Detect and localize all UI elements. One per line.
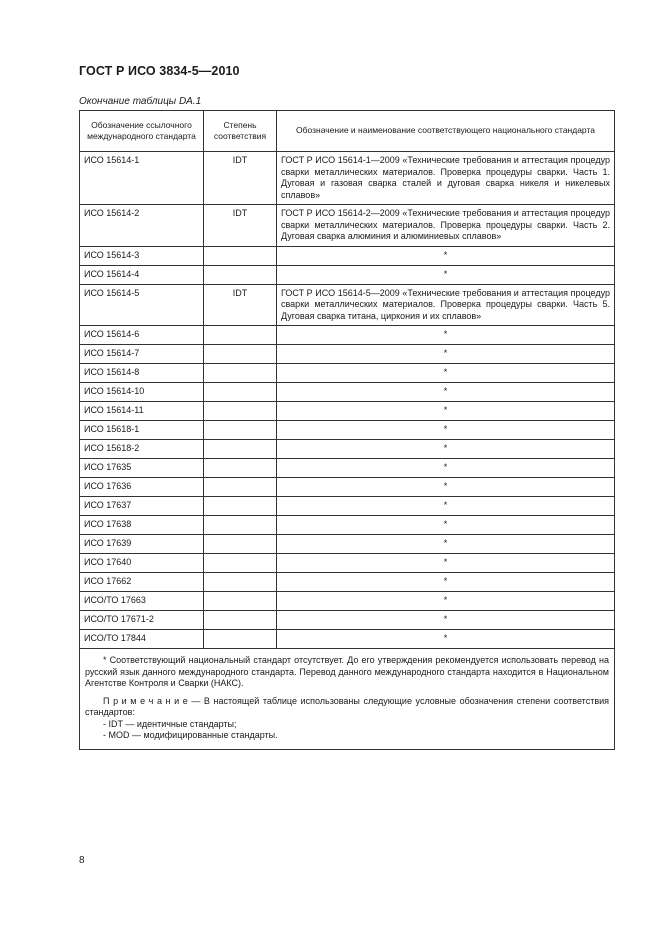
table-row — [80, 383, 615, 402]
table-row — [80, 265, 615, 284]
table-notes-row — [80, 649, 615, 750]
table-row — [80, 554, 615, 573]
degree-cell — [204, 630, 277, 649]
degree-cell — [204, 345, 277, 364]
national-standard-cell: * — [277, 345, 615, 364]
note-item-idt: - IDT — идентичные стандарты; — [103, 718, 237, 729]
table-row — [80, 345, 615, 364]
document-header: ГОСТ Р ИСО 3834-5—2010 — [79, 64, 240, 78]
table-row — [80, 459, 615, 478]
table-row — [80, 478, 615, 497]
reference-standard-cell: ИСО 17640 — [80, 554, 204, 573]
table-row — [80, 364, 615, 383]
national-standard-cell: * — [277, 440, 615, 459]
table-row — [80, 421, 615, 440]
degree-cell — [204, 326, 277, 345]
national-standard-cell: ГОСТ Р ИСО 15614-2—2009 «Технические требования и аттестация процедур сварки металлических материалов. Проверка процедуры сварки. Часть 2. Дуговая сварка алюминия и алюминиевых сплавов» — [277, 205, 615, 247]
note-intro: П р и м е ч а н и е — В настоящей таблице использованы следующие условные обозначения степени соответствия стандартов: — [85, 695, 609, 717]
national-standard-cell: ГОСТ Р ИСО 15614-1—2009 «Технические требования и аттестация процедур сварки металлических материалов. Проверка процедуры сварки. Часть 1. Дуговая и газовая сварка сталей и дуговая сварка никеля и никелевых сплавов» — [277, 152, 615, 205]
standards-table — [79, 110, 615, 750]
national-standard-cell: * — [277, 573, 615, 592]
degree-cell — [204, 535, 277, 554]
degree-cell — [204, 497, 277, 516]
footnote: * Соответствующий национальный стандарт отсутствует. До его утверждения рекомендуется использовать перевод на русский язык данного международного стандарта. Перевод данного международного стандарта находится в Национальном Агентстве Контроля и Сварки (НАКС). — [85, 655, 609, 688]
reference-standard-cell: ИСО/ТО 17663 — [80, 592, 204, 611]
degree-cell: IDT — [204, 205, 277, 247]
reference-standard-cell: ИСО 15614-5 — [80, 284, 204, 326]
national-standard-cell: * — [277, 611, 615, 630]
table-row — [80, 326, 615, 345]
degree-cell — [204, 383, 277, 402]
reference-standard-cell: ИСО 17639 — [80, 535, 204, 554]
national-standard-cell: * — [277, 497, 615, 516]
national-standard-cell: * — [277, 478, 615, 497]
degree-cell — [204, 554, 277, 573]
national-standard-cell: * — [277, 516, 615, 535]
standards-table-wrapper — [79, 110, 614, 750]
table-row — [80, 284, 615, 326]
national-standard-cell: * — [277, 246, 615, 265]
reference-standard-cell: ИСО 15614-3 — [80, 246, 204, 265]
reference-standard-cell: ИСО 15618-1 — [80, 421, 204, 440]
degree-cell — [204, 611, 277, 630]
national-standard-cell: * — [277, 459, 615, 478]
degree-cell — [204, 516, 277, 535]
table-row — [80, 535, 615, 554]
table-row — [80, 497, 615, 516]
national-standard-cell: * — [277, 383, 615, 402]
reference-standard-cell: ИСО 15614-1 — [80, 152, 204, 205]
reference-standard-cell: ИСО/ТО 17671-2 — [80, 611, 204, 630]
reference-standard-cell: ИСО 15614-7 — [80, 345, 204, 364]
degree-cell: IDT — [204, 284, 277, 326]
national-standard-cell: * — [277, 265, 615, 284]
reference-standard-cell: ИСО 17636 — [80, 478, 204, 497]
table-row — [80, 592, 615, 611]
table-row — [80, 630, 615, 649]
table-row — [80, 246, 615, 265]
table-row — [80, 573, 615, 592]
table-caption: Окончание таблицы DA.1 — [79, 96, 202, 107]
national-standard-cell: * — [277, 592, 615, 611]
degree-cell — [204, 478, 277, 497]
reference-standard-cell: ИСО 17635 — [80, 459, 204, 478]
reference-standard-cell: ИСО/ТО 17844 — [80, 630, 204, 649]
degree-cell — [204, 421, 277, 440]
reference-standard-cell: ИСО 15614-10 — [80, 383, 204, 402]
national-standard-cell: ГОСТ Р ИСО 15614-5—2009 «Технические требования и аттестация процедур сварки металлических материалов. Проверка процедуры сварки. Часть 5. Дуговая сварка титана, циркония и их сплавов» — [277, 284, 615, 326]
degree-cell — [204, 592, 277, 611]
table-row — [80, 440, 615, 459]
degree-cell — [204, 459, 277, 478]
reference-standard-cell: ИСО 15614-6 — [80, 326, 204, 345]
national-standard-cell: * — [277, 554, 615, 573]
reference-standard-cell: ИСО 15614-2 — [80, 205, 204, 247]
table-row — [80, 402, 615, 421]
column-header-reference: Обозначение ссылочного международного стандарта — [80, 111, 204, 152]
table-row — [80, 516, 615, 535]
note-item-mod: - MOD — модифицированные стандарты. — [103, 730, 278, 740]
national-standard-cell: * — [277, 364, 615, 383]
reference-standard-cell: ИСО 15618-2 — [80, 440, 204, 459]
degree-cell — [204, 246, 277, 265]
degree-cell — [204, 265, 277, 284]
page-number: 8 — [79, 855, 85, 866]
reference-standard-cell: ИСО 17637 — [80, 497, 204, 516]
column-header-degree: Степень соответствия — [204, 111, 277, 152]
national-standard-cell: * — [277, 535, 615, 554]
national-standard-cell: * — [277, 421, 615, 440]
degree-cell — [204, 440, 277, 459]
table-row — [80, 152, 615, 205]
degree-cell: IDT — [204, 152, 277, 205]
reference-standard-cell: ИСО 15614-11 — [80, 402, 204, 421]
degree-cell — [204, 364, 277, 383]
table-body — [80, 152, 615, 649]
table-row — [80, 205, 615, 247]
column-header-national: Обозначение и наименование соответствующего национального стандарта — [277, 111, 615, 152]
table-row — [80, 611, 615, 630]
reference-standard-cell: ИСО 15614-8 — [80, 364, 204, 383]
degree-cell — [204, 402, 277, 421]
table-notes — [80, 649, 615, 750]
table-header-row — [80, 111, 615, 152]
reference-standard-cell: ИСО 17638 — [80, 516, 204, 535]
national-standard-cell: * — [277, 326, 615, 345]
reference-standard-cell: ИСО 17662 — [80, 573, 204, 592]
national-standard-cell: * — [277, 630, 615, 649]
reference-standard-cell: ИСО 15614-4 — [80, 265, 204, 284]
degree-cell — [204, 573, 277, 592]
national-standard-cell: * — [277, 402, 615, 421]
